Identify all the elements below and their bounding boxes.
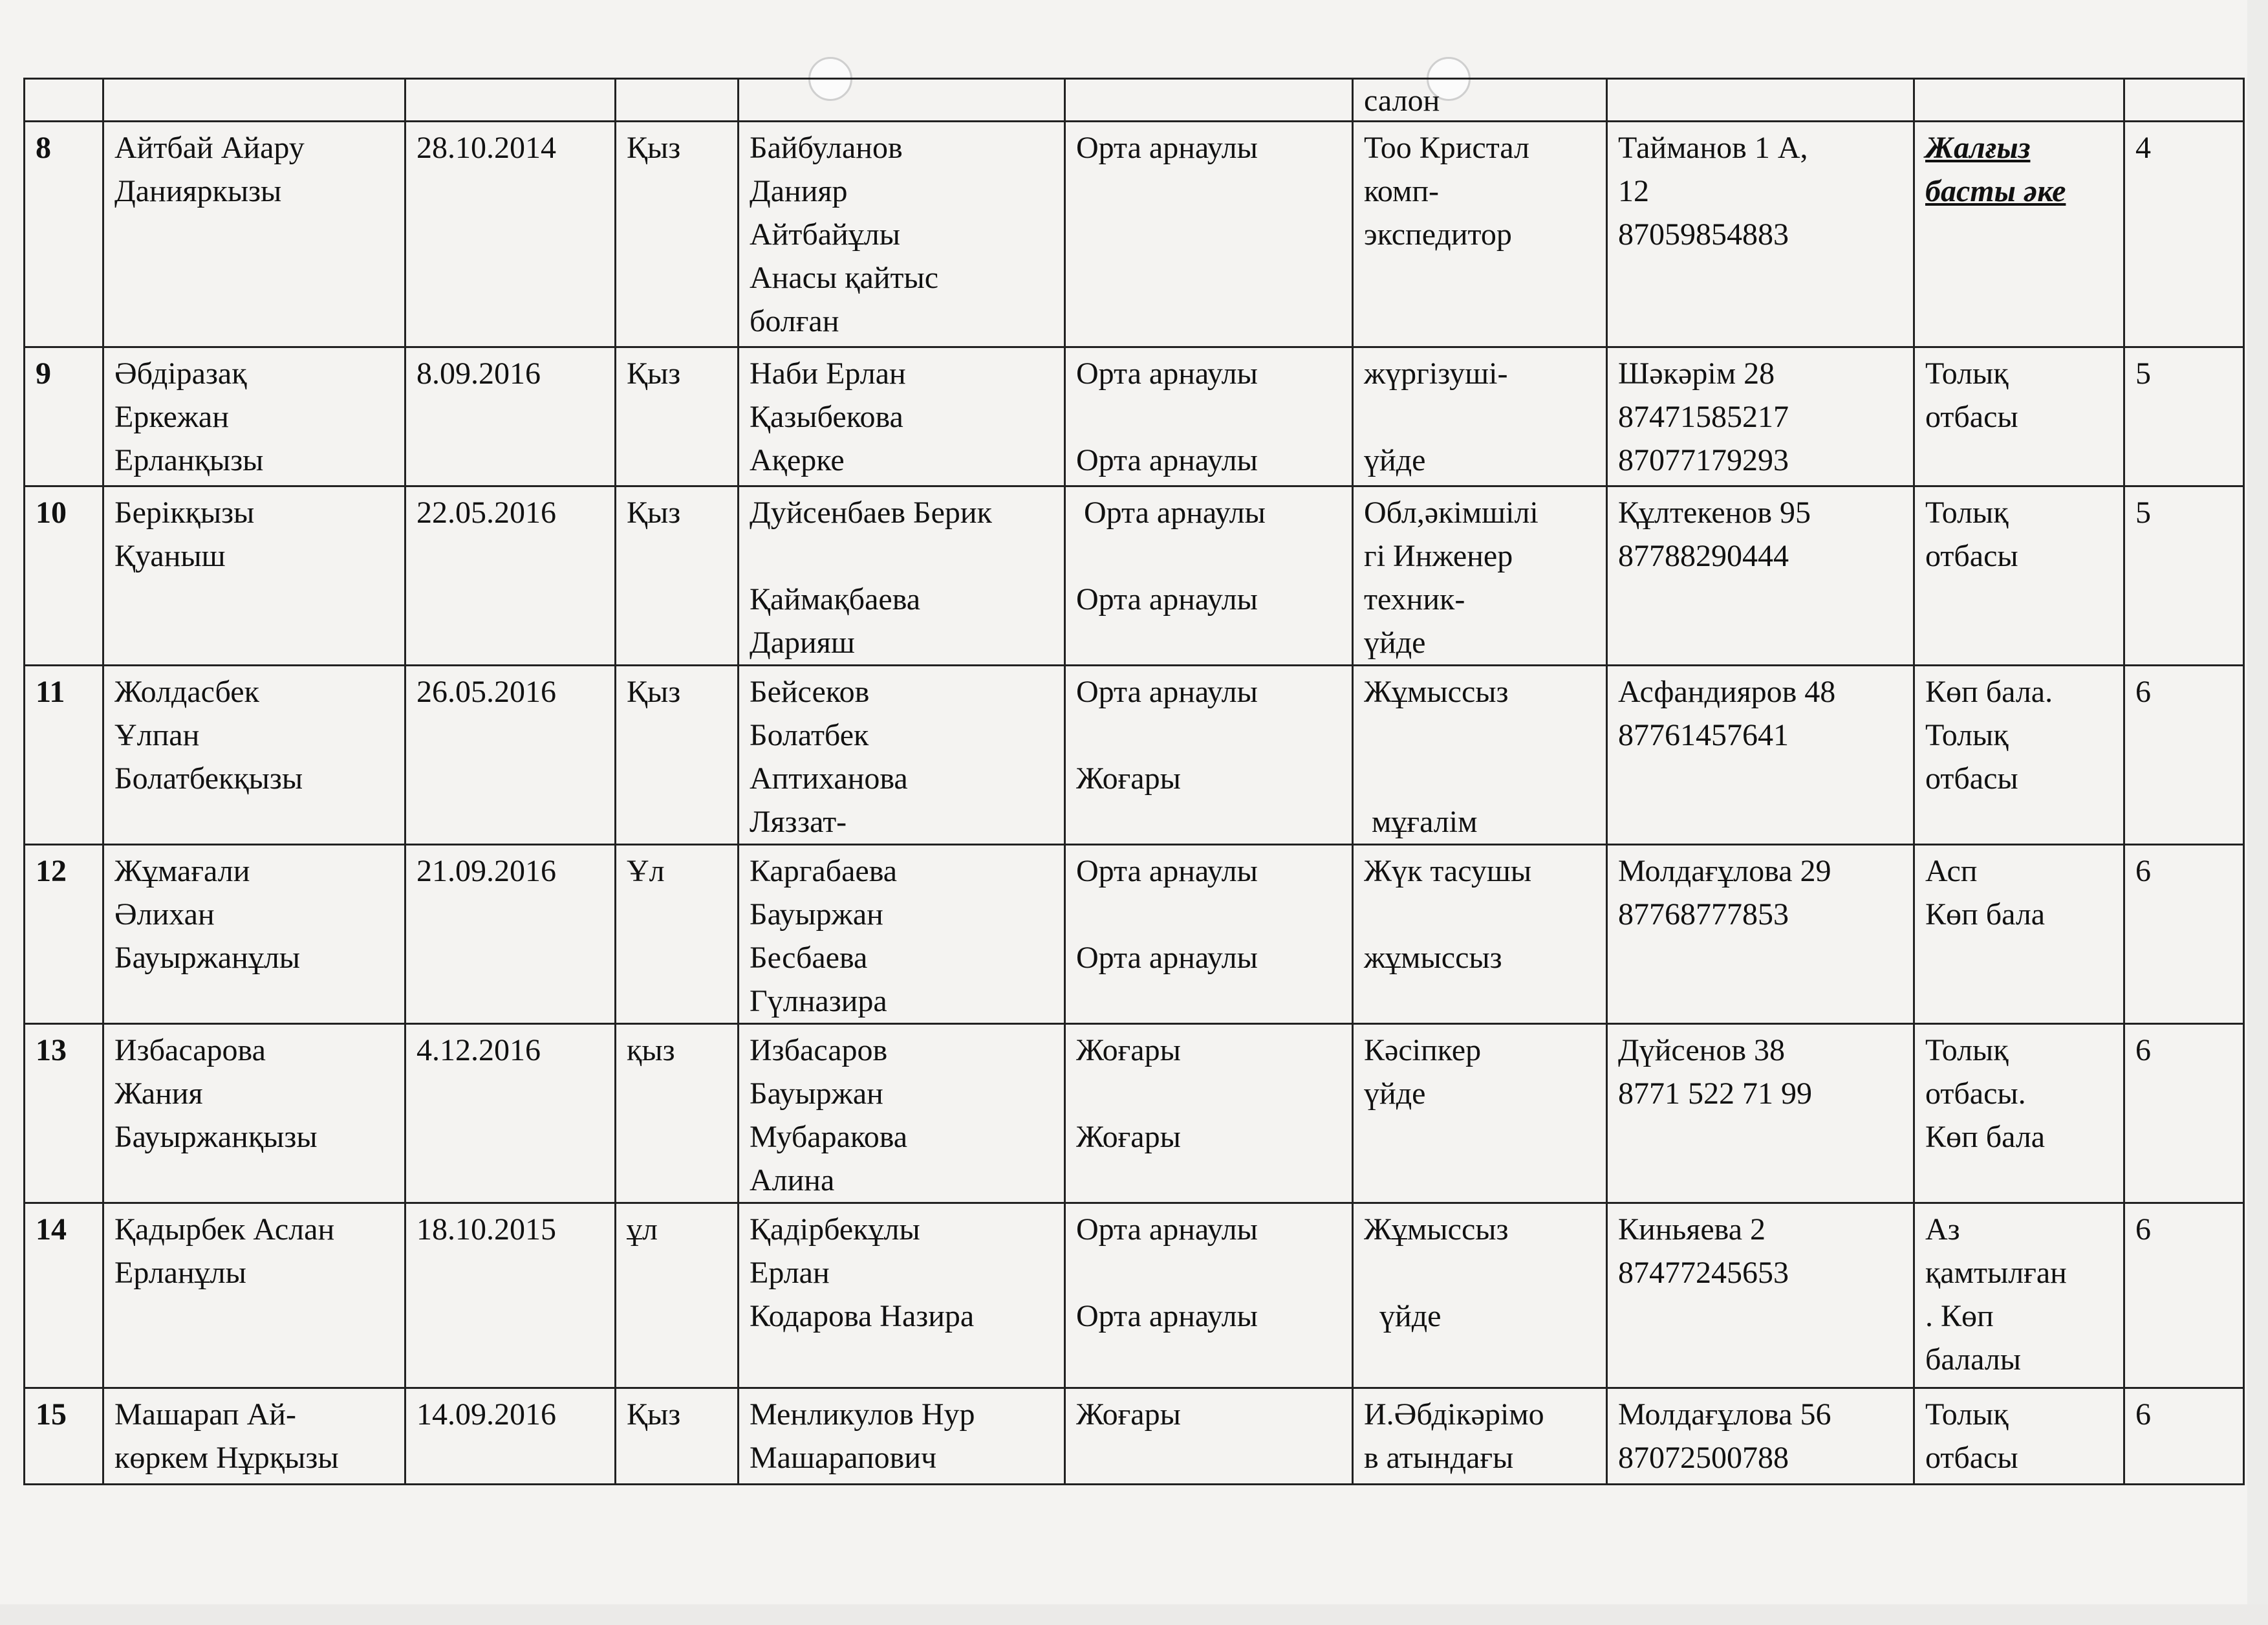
job-line: Жұмыссыз <box>1364 675 1509 709</box>
cell-parents <box>739 79 1065 122</box>
name-line: Еркежан <box>114 400 229 434</box>
cell-dob <box>405 1203 616 1388</box>
education-line: Орта арнаулы <box>1076 1299 1258 1333</box>
job-line: И.Әбдікәрімо <box>1364 1397 1544 1432</box>
address-line: 87059854883 <box>1618 217 1789 252</box>
address-line: Құлтекенов 95 <box>1618 496 1811 530</box>
cell-status <box>1914 845 2124 1024</box>
cell-name <box>103 79 405 122</box>
status-line: Толық <box>1925 1397 2009 1432</box>
gender-value: ұл <box>627 1212 658 1247</box>
name-line: Айтбай Айару <box>114 131 305 165</box>
parents-line: Байбуланов <box>750 131 903 165</box>
job-line: в атындағы <box>1364 1441 1514 1475</box>
address-line: Молдағұлова 56 <box>1618 1397 1831 1432</box>
status-line: отбасы <box>1925 400 2018 434</box>
cell-address <box>1607 486 1914 666</box>
address-line: 87077179293 <box>1618 443 1789 477</box>
cell-address <box>1607 347 1914 486</box>
blank-line <box>1364 395 1595 439</box>
name-line: Данияркызы <box>114 174 282 208</box>
num-value: 9 <box>36 356 51 391</box>
address-line: Молдағұлова 29 <box>1618 854 1831 888</box>
cell-gender <box>616 666 739 845</box>
table-row <box>25 1024 2244 1203</box>
education-line: Орта арнаулы <box>1076 854 1258 888</box>
name-line: Избасарова <box>114 1033 266 1067</box>
parents-line: Қазыбекова <box>750 400 903 434</box>
status-line: Көп бала <box>1925 897 2046 932</box>
parents-line: Наби Ерлан <box>750 356 906 391</box>
job-line: Тоо Кристал <box>1364 131 1529 165</box>
table-row <box>25 845 2244 1024</box>
cell-education <box>1065 1203 1353 1388</box>
blank-line <box>1076 1251 1341 1294</box>
cell-dob <box>405 845 616 1024</box>
cell-parents <box>739 122 1065 347</box>
parents-line: Бауыржан <box>750 1076 883 1111</box>
address-line: 87471585217 <box>1618 400 1789 434</box>
blank-line <box>1364 714 1595 757</box>
parents-line: Болатбек <box>750 718 869 752</box>
cell-num <box>25 79 103 122</box>
cell-num <box>25 1388 103 1485</box>
education-line: Орта арнаулы <box>1076 131 1258 165</box>
parents-line: Менликулов Нур <box>750 1397 975 1432</box>
cell-parents <box>739 347 1065 486</box>
address-line: Дүйсенов 38 <box>1618 1033 1785 1067</box>
cell-status <box>1914 79 2124 122</box>
gender-value: Қыз <box>627 131 681 165</box>
job-line: Кәсіпкер <box>1364 1033 1482 1067</box>
name-line: Ерланұлы <box>114 1256 246 1290</box>
address-line: 12 <box>1618 174 1649 208</box>
cell-address <box>1607 845 1914 1024</box>
status-line: Аз <box>1925 1212 1960 1247</box>
cell-name <box>103 1388 405 1485</box>
address-line: 87761457641 <box>1618 718 1789 752</box>
education-line: Жоғары <box>1076 761 1181 796</box>
paper-edge-bottom <box>0 1604 2268 1625</box>
cell-gender <box>616 1024 739 1203</box>
cell-gender <box>616 79 739 122</box>
parents-line: Анасы қайтыс <box>750 261 939 295</box>
cell-gender <box>616 347 739 486</box>
address-line: Асфандияров 48 <box>1618 675 1836 709</box>
dob-value: 21.09.2016 <box>416 854 556 888</box>
job-line: мұғалім <box>1364 805 1478 839</box>
cell-name <box>103 122 405 347</box>
dob-value: 28.10.2014 <box>416 131 556 165</box>
name-line: Қуаныш <box>114 539 226 573</box>
name-line: Бауыржанұлы <box>114 941 301 975</box>
name-line: көркем Нұрқызы <box>114 1441 339 1475</box>
cell-dob <box>405 666 616 845</box>
education-line: Жоғары <box>1076 1033 1181 1067</box>
cell-status <box>1914 347 2124 486</box>
parents-line: Машарапович <box>750 1441 937 1475</box>
cell-members <box>2124 122 2244 347</box>
address-line: 87788290444 <box>1618 539 1789 573</box>
num-value: 14 <box>36 1212 67 1247</box>
parents-line: Бауыржан <box>750 897 883 932</box>
status-line: Көп бала. <box>1925 675 2053 709</box>
cell-education <box>1065 486 1353 666</box>
cell-parents <box>739 486 1065 666</box>
blank-line <box>1364 1251 1595 1294</box>
cell-status <box>1914 122 2124 347</box>
num-value: 11 <box>36 675 65 709</box>
name-line: Қадырбек Аслан <box>114 1212 335 1247</box>
table-row <box>25 1388 2244 1485</box>
cell-education <box>1065 1024 1353 1203</box>
parents-line: Кодарова Назира <box>750 1299 975 1333</box>
parents-line: Айтбайұлы <box>750 217 900 252</box>
cell-dob <box>405 122 616 347</box>
cell-job <box>1353 122 1607 347</box>
blank-line <box>1076 534 1341 578</box>
cell-gender <box>616 1203 739 1388</box>
name-line: Жания <box>114 1076 203 1111</box>
cell-education <box>1065 666 1353 845</box>
job-line: экспедитор <box>1364 217 1512 252</box>
status-line: Толық <box>1925 1033 2009 1067</box>
name-line: Болатбекқызы <box>114 761 303 796</box>
name-line: Ерланқызы <box>114 443 264 477</box>
cell-members <box>2124 845 2244 1024</box>
cell-education <box>1065 845 1353 1024</box>
status-line: Жалғыз <box>1925 131 2031 165</box>
cell-parents <box>739 666 1065 845</box>
cell-gender <box>616 486 739 666</box>
job-line: комп- <box>1364 174 1440 208</box>
status-line: отбасы <box>1925 539 2018 573</box>
cell-num <box>25 486 103 666</box>
cell-address <box>1607 666 1914 845</box>
cell-education <box>1065 1388 1353 1485</box>
cell-dob <box>405 1388 616 1485</box>
blank-line <box>750 534 1053 578</box>
address-line: Шәкәрім 28 <box>1618 356 1775 391</box>
members-value: 6 <box>2135 1212 2151 1247</box>
status-line: . Көп <box>1925 1299 1994 1333</box>
cell-dob <box>405 1024 616 1203</box>
name-line: Жұмағали <box>114 854 250 888</box>
name-line: Берікқызы <box>114 496 255 530</box>
cell-num <box>25 666 103 845</box>
education-line: Орта арнаулы <box>1076 941 1258 975</box>
table-row <box>25 1203 2244 1388</box>
members-value: 6 <box>2135 1397 2151 1432</box>
cell-address <box>1607 1388 1914 1485</box>
education-line: Жоғары <box>1076 1120 1181 1154</box>
address-line: Тайманов 1 А, <box>1618 131 1808 165</box>
cell-address <box>1607 1203 1914 1388</box>
parents-line: болған <box>750 304 839 338</box>
parents-line: Ляззат- <box>750 805 847 839</box>
name-line: Әбдіразақ <box>114 356 247 391</box>
education-line: Орта арнаулы <box>1076 582 1258 616</box>
cell-job <box>1353 347 1607 486</box>
gender-value: Қыз <box>627 356 681 391</box>
status-line: балалы <box>1925 1342 2022 1377</box>
address-line: 87072500788 <box>1618 1441 1789 1475</box>
job-fragment: салон <box>1364 83 1440 118</box>
job-line: техник- <box>1364 582 1465 616</box>
cell-name <box>103 486 405 666</box>
parents-line: Алина <box>750 1163 835 1197</box>
job-line: жүргізуші- <box>1364 356 1508 391</box>
status-line: Толық <box>1925 356 2009 391</box>
job-line: үйде <box>1364 1299 1442 1333</box>
cell-gender <box>616 1388 739 1485</box>
cell-address <box>1607 122 1914 347</box>
cell-name <box>103 1024 405 1203</box>
cell-status <box>1914 1203 2124 1388</box>
blank-line <box>1076 893 1341 936</box>
num-value: 8 <box>36 131 51 165</box>
education-line: Орта арнаулы <box>1076 1212 1258 1247</box>
cell-status <box>1914 486 2124 666</box>
cell-parents <box>739 1203 1065 1388</box>
cell-status <box>1914 666 2124 845</box>
cell-members <box>2124 486 2244 666</box>
status-line: Толық <box>1925 718 2009 752</box>
parents-line: Аптиханова <box>750 761 908 796</box>
education-line: Жоғары <box>1076 1397 1181 1432</box>
members-value: 4 <box>2135 131 2151 165</box>
status-line: Көп бала <box>1925 1120 2046 1154</box>
name-line: Машарап Ай- <box>114 1397 296 1432</box>
cell-num <box>25 347 103 486</box>
cell-num <box>25 845 103 1024</box>
parents-line: Бейсеков <box>750 675 870 709</box>
cell-job <box>1353 845 1607 1024</box>
num-value: 15 <box>36 1397 67 1432</box>
education-line: Орта арнаулы <box>1076 443 1258 477</box>
parents-line: Избасаров <box>750 1033 888 1067</box>
cell-education <box>1065 122 1353 347</box>
cell-job <box>1353 1388 1607 1485</box>
dob-value: 26.05.2016 <box>416 675 556 709</box>
job-line: гі Инженер <box>1364 539 1513 573</box>
cell-address <box>1607 1024 1914 1203</box>
cell-num <box>25 1203 103 1388</box>
dob-value: 18.10.2015 <box>416 1212 556 1247</box>
parents-line: Қадірбекұлы <box>750 1212 920 1247</box>
job-line: Жүк тасушы <box>1364 854 1532 888</box>
cell-dob <box>405 486 616 666</box>
gender-value: қыз <box>627 1033 675 1067</box>
education-line: Орта арнаулы <box>1076 675 1258 709</box>
gender-value: Қыз <box>627 496 681 530</box>
gender-value: Ұл <box>627 854 665 888</box>
cell-members <box>2124 1203 2244 1388</box>
cell-members <box>2124 79 2244 122</box>
cell-members <box>2124 347 2244 486</box>
cell-dob <box>405 79 616 122</box>
blank-line <box>1076 714 1341 757</box>
job-line: Жұмыссыз <box>1364 1212 1509 1247</box>
cell-name <box>103 347 405 486</box>
address-line: 87477245653 <box>1618 1256 1789 1290</box>
parents-line: Мубаракова <box>750 1120 908 1154</box>
parents-line: Данияр <box>750 174 848 208</box>
cell-job <box>1353 666 1607 845</box>
num-value: 10 <box>36 496 67 530</box>
paper-edge-right <box>2247 0 2268 1625</box>
job-line: үйде <box>1364 626 1426 660</box>
cell-education <box>1065 79 1353 122</box>
cell-gender <box>616 845 739 1024</box>
members-value: 6 <box>2135 675 2151 709</box>
cell-dob <box>405 347 616 486</box>
cell-job <box>1353 1203 1607 1388</box>
cell-name <box>103 845 405 1024</box>
cell-job <box>1353 1024 1607 1203</box>
address-line: 87768777853 <box>1618 897 1789 932</box>
cell-parents <box>739 845 1065 1024</box>
blank-line <box>1364 893 1595 936</box>
blank-line <box>1076 1072 1341 1115</box>
job-line: үйде <box>1364 1076 1426 1111</box>
cell-address <box>1607 79 1914 122</box>
members-value: 6 <box>2135 854 2151 888</box>
members-value: 6 <box>2135 1033 2151 1067</box>
status-line: Толық <box>1925 496 2009 530</box>
cell-parents <box>739 1388 1065 1485</box>
dob-value: 22.05.2016 <box>416 496 556 530</box>
gender-value: Қыз <box>627 1397 681 1432</box>
status-line: басты әке <box>1925 174 2066 208</box>
members-value: 5 <box>2135 496 2151 530</box>
dob-value: 4.12.2016 <box>416 1033 541 1067</box>
parents-line: Каргабаева <box>750 854 898 888</box>
dob-value: 8.09.2016 <box>416 356 541 391</box>
cell-name <box>103 1203 405 1388</box>
parents-line: Ақерке <box>750 443 845 477</box>
blank-line <box>1076 395 1341 439</box>
name-line: Ұлпан <box>114 718 200 752</box>
members-value: 5 <box>2135 356 2151 391</box>
address-line: Киньяева 2 <box>1618 1212 1766 1247</box>
job-line: Обл,әкімшілі <box>1364 496 1539 530</box>
cell-num <box>25 122 103 347</box>
cell-members <box>2124 1024 2244 1203</box>
parents-line: Дуйсенбаев Берик <box>750 496 992 530</box>
job-line: үйде <box>1364 443 1426 477</box>
dob-value: 14.09.2016 <box>416 1397 556 1432</box>
parents-line: Дарияш <box>750 626 855 660</box>
parents-line: Бесбаева <box>750 941 868 975</box>
cell-name <box>103 666 405 845</box>
table-row <box>25 347 2244 486</box>
num-value: 12 <box>36 854 67 888</box>
cell-status <box>1914 1024 2124 1203</box>
status-line: отбасы <box>1925 761 2018 796</box>
status-line: қамтылған <box>1925 1256 2067 1290</box>
cell-members <box>2124 1388 2244 1485</box>
cell-num <box>25 1024 103 1203</box>
address-line: 8771 522 71 99 <box>1618 1076 1812 1111</box>
gender-value: Қыз <box>627 675 681 709</box>
status-line: отбасы. <box>1925 1076 2026 1111</box>
table-row <box>25 122 2244 347</box>
cell-job <box>1353 79 1607 122</box>
table-row <box>25 486 2244 666</box>
parents-line: Гүлназира <box>750 984 887 1018</box>
education-line: Орта арнаулы <box>1076 356 1258 391</box>
cell-gender <box>616 122 739 347</box>
children-register-table <box>23 78 2245 1485</box>
num-value: 13 <box>36 1033 67 1067</box>
table-row <box>25 666 2244 845</box>
table-row-continued <box>25 79 2244 122</box>
parents-line: Қаймақбаева <box>750 582 921 616</box>
parents-line: Ерлан <box>750 1256 830 1290</box>
status-line: отбасы <box>1925 1441 2018 1475</box>
job-line: жұмыссыз <box>1364 941 1502 975</box>
name-line: Жолдасбек <box>114 675 259 709</box>
cell-status <box>1914 1388 2124 1485</box>
cell-job <box>1353 486 1607 666</box>
cell-parents <box>739 1024 1065 1203</box>
blank-line <box>1364 757 1595 800</box>
name-line: Бауыржанқызы <box>114 1120 318 1154</box>
status-line: Асп <box>1925 854 1978 888</box>
cell-members <box>2124 666 2244 845</box>
name-line: Әлихан <box>114 897 215 932</box>
education-line: Орта арнаулы <box>1076 496 1266 530</box>
cell-education <box>1065 347 1353 486</box>
